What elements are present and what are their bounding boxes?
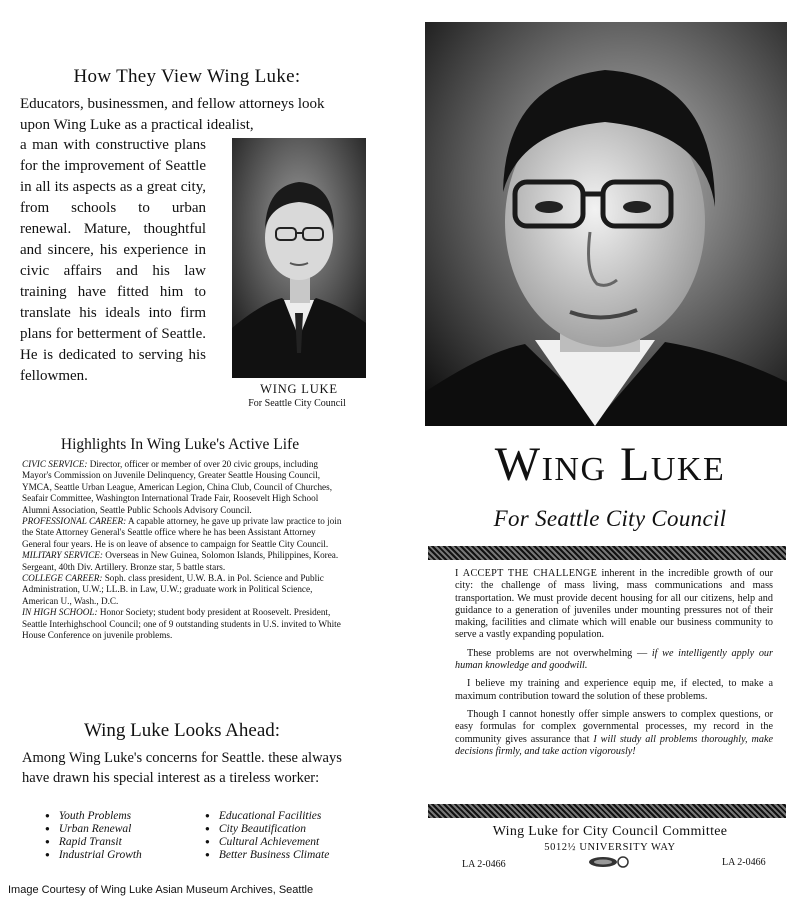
challenge-lead: I ACCEPT THE CHALLENGE — [455, 568, 598, 579]
highlights-list — [22, 459, 344, 642]
highlight-text: Overseas in New Guinea, Solomon Islands, Philippines, Korea. Sergeant, 40th Div. Artillery. Bronze star, 5 battle stars. — [22, 550, 339, 572]
highlight-label: CIVIC SERVICE: — [22, 459, 88, 469]
view-heading: How They View Wing Luke: — [73, 66, 301, 87]
committee-address: 5012½ UNIVERSITY WAY — [544, 842, 676, 853]
portrait-photo-small — [232, 138, 366, 378]
challenge-text: These problems are not overwhelming — — [467, 647, 652, 659]
challenge-paragraph — [455, 709, 773, 758]
concern-item: ● Industrial Growth — [45, 849, 205, 861]
highlight-text: Honor Society; student body president at Roosevelt. President, Seattle Interhighschool Council; one of 9 outstanding students in U.S. invited to White House Conference on juvenile problems. — [22, 607, 341, 641]
highlight-item — [22, 573, 344, 607]
concern-item: ● Youth Problems — [45, 810, 205, 822]
ahead-heading: Wing Luke Looks Ahead: — [83, 720, 281, 741]
highlight-label: COLLEGE CAREER: — [22, 573, 103, 584]
ahead-text: Among Wing Luke's concerns for Seattle. these always have drawn his special interest as a tireless worker: — [22, 750, 342, 786]
challenge-statement — [455, 568, 773, 764]
concern-item: ● Cultural Achievement — [205, 836, 355, 848]
decorative-bar — [428, 546, 786, 560]
decorative-bar — [428, 804, 786, 818]
union-label-icon — [586, 855, 632, 869]
highlight-text: Director, officer or member of over 20 civic groups, including Mayor's Commission on Juvenile Delinquency, Greater Seattle Housing Council, YMCA, Seattle Urban League, American Legion, China Club, Council of Churches, Seafair Committee, Washington International Trade Fair, Roosevelt High School Alumni Association, Seattle Public Schools Advisory Council. — [22, 459, 333, 515]
portrait-photo-large — [425, 22, 787, 426]
challenge-paragraph — [455, 648, 773, 673]
concerns-list — [45, 810, 350, 861]
challenge-text: inherent in the incredible growth of our city: the challenge of mass living, mass communications and mass transportation. We must provide decent housing for all our citizens, help and guidance to a generation of juveniles under mounting pressures not of their making, facilities and climate which will enable our business community to serve a vastly expanding population. — [455, 568, 773, 641]
challenge-paragraph — [455, 568, 773, 642]
highlights-heading: Highlights In Wing Luke's Active Life — [60, 436, 300, 453]
highlight-item — [22, 607, 344, 641]
concern-item: ● Better Business Climate — [205, 849, 355, 861]
concern-item: ● Rapid Transit — [45, 836, 205, 848]
concern-item: ● Urban Renewal — [45, 823, 205, 835]
highlight-label: PROFESSIONAL CAREER: — [22, 516, 127, 527]
highlight-text: A capable attorney, he gave up private law practice to join the State Attorney General's Seattle office where he has been Assistant Attorney General four years. He is on leave of absence to campaign for Seattle City Council. — [22, 516, 342, 549]
intro-text: Educators, businessmen, and fellow attorneys look upon Wing Luke as a practical idealist, — [20, 96, 325, 133]
phone-left: LA 2-0466 — [462, 859, 506, 870]
highlight-item — [22, 459, 344, 516]
highlight-item — [22, 550, 344, 573]
photo-caption-sub: For Seattle City Council — [248, 398, 346, 409]
intro-wrap-text: a man with constructive plans for the improvement of Seattle in all its aspects as a great city, from schools to urban renewal. Mature, thoughtful and sincere, his experience in civic affairs and his law training have fitted him to translate his ideals into firm plans for betterment of Seattle. He is dedicated to serving his fellowmen. — [20, 137, 206, 384]
photo-caption-name: WING LUKE — [260, 382, 338, 396]
challenge-italic: I will study all problems thoroughly, make decisions firmly, and take action vigorously! — [455, 733, 773, 757]
image-credit: Image Courtesy of Wing Luke Asian Museum Archives, Seattle — [8, 884, 314, 896]
concern-item: ● Educational Facilities — [205, 810, 355, 822]
concern-item: ● City Beautification — [205, 823, 355, 835]
challenge-paragraph: I believe my training and experience equip me, if elected, to make a maximum contribution toward the solution of these problems. — [455, 678, 773, 702]
phone-right: LA 2-0466 — [722, 857, 766, 868]
committee-name: Wing Luke for City Council Committee — [492, 824, 728, 839]
candidate-subtitle: For Seattle City Council — [493, 506, 727, 531]
highlight-label: MILITARY SERVICE: — [22, 550, 103, 561]
highlight-item — [22, 516, 344, 550]
highlight-text: Soph. class president, U.W. B.A. in Pol. Science and Public Administration, U.W.; LL.B. in Law, U.W.; graduate work in Political Science, American U., Wash., D.C. — [22, 573, 324, 606]
candidate-name: Wing Luke — [494, 438, 726, 491]
challenge-italic: if we intelligently apply our human knowledge and goodwill. — [455, 647, 773, 672]
highlight-label: IN HIGH SCHOOL: — [22, 607, 98, 618]
challenge-text: Though I cannot honestly offer simple answers to complex questions, or easy formulas for complex governmental processes, my record in the community gives assurance that — [455, 708, 773, 745]
